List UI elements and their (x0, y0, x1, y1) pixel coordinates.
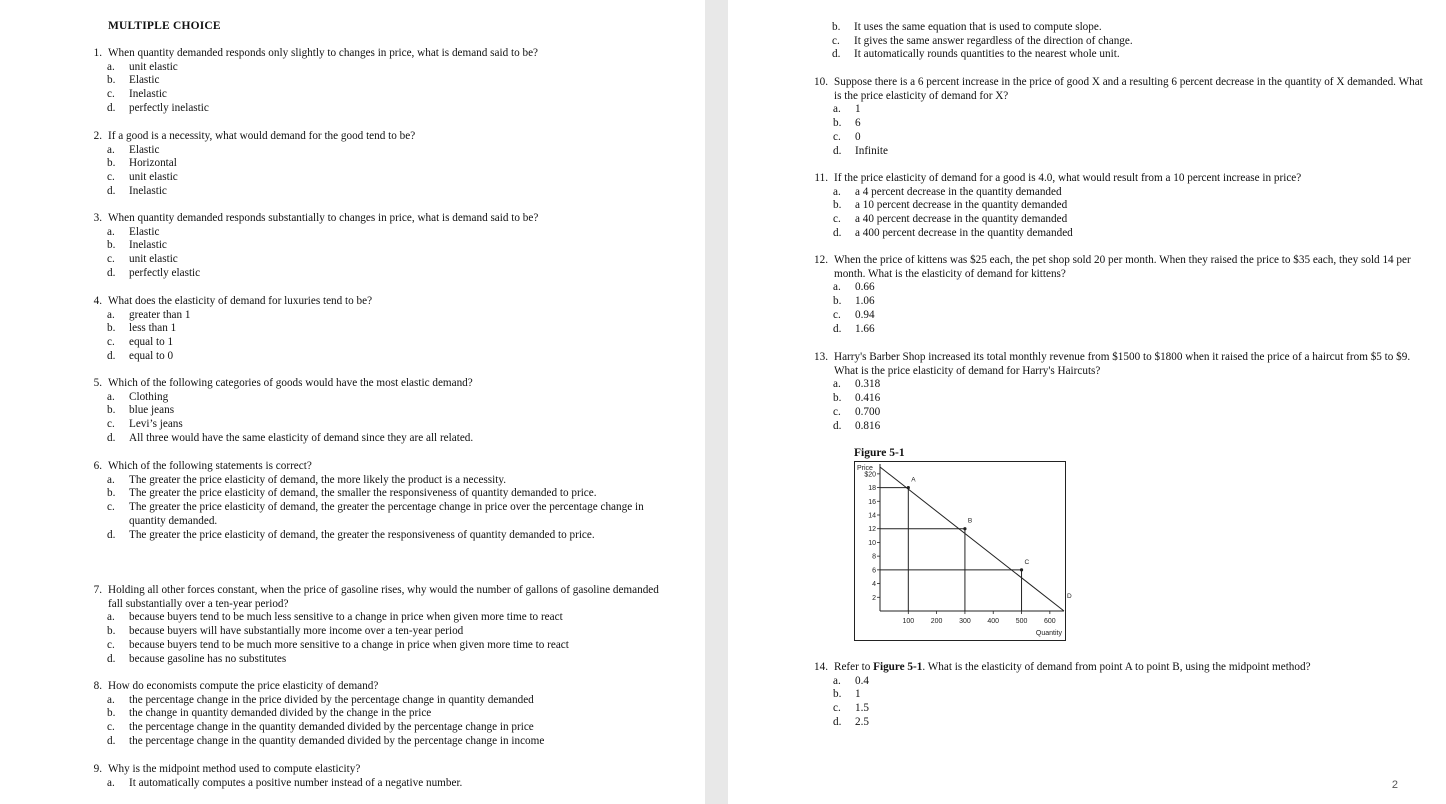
answer-option (808, 688, 1428, 702)
answer-option (808, 117, 1428, 131)
question-text: When quantity demanded responds substantially to changes in price, what is demand said to be? (108, 212, 539, 224)
option-letter: c. (833, 130, 841, 143)
option-letter: a. (107, 390, 115, 403)
option-letter: d. (833, 419, 842, 432)
question-text: What does the elasticity of demand for luxuries tend to be? (108, 295, 373, 307)
answer-option (82, 88, 662, 102)
option-letter: c. (107, 721, 115, 734)
answer-option (82, 625, 662, 639)
option-letter: b. (107, 625, 116, 638)
option-letter: a. (107, 611, 115, 624)
option-letter: b. (107, 404, 116, 417)
option-text: 2.5 (855, 715, 869, 728)
option-letter: d. (832, 48, 841, 61)
question-text: Why is the midpoint method used to compute elasticity? (108, 763, 361, 775)
question-14 (808, 661, 1428, 730)
answer-option (82, 474, 662, 488)
question-text: When quantity demanded responds only slightly to changes in price, what is demand said to be? (108, 47, 538, 59)
option-text: The greater the price elasticity of demand, the smaller the responsiveness of quantity demanded to price. (129, 487, 597, 500)
option-text: 0.416 (855, 392, 881, 405)
option-letter: c. (107, 171, 115, 184)
question-number: 13. (814, 351, 828, 363)
question-text: Harry's Barber Shop increased its total monthly revenue from $1500 to $1800 when it raised the price of a haircut from $5 to $9. What is the price elasticity of demand for Harry's Haircuts? (834, 351, 1411, 377)
document-page-right (728, 0, 1446, 804)
answer-option (82, 404, 662, 418)
option-text: 1 (855, 688, 861, 701)
y-tick-label: $20 (864, 471, 876, 479)
option-text: All three would have the same elasticity of demand since they are all related. (129, 431, 474, 444)
question-text-pre: Refer to (834, 661, 874, 673)
option-letter: b. (107, 487, 116, 500)
answer-option (808, 406, 1428, 420)
question-12 (808, 254, 1428, 336)
question-text: Which of the following categories of goods would have the most elastic demand? (108, 377, 473, 389)
option-letter: b. (107, 74, 116, 87)
answer-option (82, 74, 662, 88)
option-text: 6 (855, 117, 861, 130)
option-text: 0.816 (855, 419, 881, 432)
x-tick-label: 500 (1015, 618, 1028, 625)
document-page-left (0, 0, 705, 804)
question-number: 2. (93, 130, 102, 142)
question-number: 14. (814, 661, 828, 673)
y-axis-label: Price (857, 465, 873, 472)
question-number: 8. (93, 680, 102, 692)
option-letter: a. (833, 378, 841, 391)
answer-option (82, 171, 662, 185)
option-text: a 400 percent decrease in the quantity demanded (855, 226, 1073, 239)
question-number: 9. (93, 763, 102, 775)
option-letter: d. (107, 734, 116, 747)
y-tick-label: 8 (872, 553, 876, 561)
question-2 (82, 130, 662, 199)
option-letter: b. (107, 707, 116, 720)
point-label: C (1024, 558, 1030, 566)
question-3 (82, 212, 662, 281)
answer-option (82, 336, 662, 350)
question-number: 1. (93, 47, 102, 59)
option-text: perfectly elastic (129, 266, 201, 279)
question-13 (808, 351, 1428, 433)
answer-option (82, 226, 662, 240)
answer-option (82, 322, 662, 336)
option-text: It gives the same answer regardless of the direction of change. (854, 34, 1133, 47)
option-letter: c. (832, 34, 840, 47)
option-letter: b. (833, 199, 842, 212)
question-text: Which of the following statements is correct? (108, 460, 312, 472)
option-letter: c. (833, 702, 841, 715)
answer-option (82, 253, 662, 267)
y-tick-label: 4 (872, 581, 876, 589)
answer-option (808, 702, 1428, 716)
option-letter: c. (833, 405, 841, 418)
y-tick-label: 2 (872, 594, 876, 602)
answer-option (82, 735, 662, 749)
option-text: 0.4 (855, 674, 869, 687)
answer-option (82, 777, 662, 791)
point-label: A (911, 476, 916, 484)
section-heading: MULTIPLE CHOICE (108, 20, 221, 32)
option-text: Elastic (129, 74, 160, 87)
answer-option (82, 529, 662, 543)
answer-option (808, 675, 1428, 689)
option-letter: d. (107, 349, 116, 362)
question-text: If a good is a necessity, what would demand for the good tend to be? (108, 130, 416, 142)
option-letter: c. (833, 213, 841, 226)
option-text: 1.5 (855, 702, 869, 715)
x-tick-label: 400 (987, 618, 1000, 625)
y-tick-label: 10 (868, 539, 876, 547)
question-text (834, 661, 1428, 675)
question-5 (82, 377, 662, 446)
option-letter: d. (107, 431, 116, 444)
answer-option (82, 501, 662, 528)
option-text: 1.66 (855, 322, 875, 335)
option-letter: b. (107, 322, 116, 335)
question-number: 12. (814, 254, 828, 266)
answer-option (82, 102, 662, 116)
option-text: 1.06 (855, 295, 875, 308)
option-letter: b. (107, 157, 116, 170)
option-letter: a. (107, 143, 115, 156)
answer-option (808, 378, 1428, 392)
answer-option (82, 144, 662, 158)
option-letter: b. (832, 21, 841, 33)
option-letter: d. (833, 322, 842, 335)
option-letter: a. (107, 308, 115, 321)
option-text: 1 (855, 103, 861, 116)
answer-option (82, 653, 662, 667)
answer-option (808, 145, 1428, 159)
option-text: It automatically computes a positive number instead of a negative number. (129, 776, 463, 789)
answer-option (82, 61, 662, 75)
page-gap (705, 0, 728, 804)
answer-option (82, 350, 662, 364)
option-letter: a. (107, 60, 115, 73)
y-tick-label: 14 (868, 512, 876, 520)
option-text: 0.66 (855, 281, 875, 294)
option-letter: c. (107, 336, 115, 349)
option-text: The greater the price elasticity of demand, the greater the percentage change in price over the percentage change in quantity demanded. (129, 501, 644, 527)
question-number: 6. (93, 460, 102, 472)
answer-option (82, 694, 662, 708)
answer-option (807, 48, 1407, 62)
option-text: 0 (855, 130, 861, 143)
question-text: If the price elasticity of demand for a good is 4.0, what would result from a 10 percent increase in price? (834, 172, 1302, 184)
x-axis-label: Quantity (1035, 630, 1062, 637)
option-text: 0.700 (855, 405, 881, 418)
answer-option (82, 639, 662, 653)
answer-option (82, 611, 662, 625)
option-text: because buyers will have substantially more income over a ten-year period (129, 625, 464, 638)
option-text: unit elastic (129, 60, 178, 73)
question-1 (82, 47, 662, 116)
option-letter: d. (833, 226, 842, 239)
answer-option (808, 420, 1428, 434)
option-text: blue jeans (129, 404, 175, 417)
answer-option (82, 391, 662, 405)
option-text: It uses the same equation that is used to compute slope. (854, 21, 1102, 33)
y-tick-label: 12 (868, 526, 876, 534)
answer-option (808, 309, 1428, 323)
option-letter: a. (833, 185, 841, 198)
answer-option (808, 103, 1428, 117)
option-letter: c. (107, 253, 115, 266)
question-9-continued (807, 21, 1407, 62)
option-text: because buyers tend to be much less sensitive to a change in price when given more time to react (129, 611, 563, 624)
question-text-post: . What is the elasticity of demand from point A to point B, using the midpoint method? (922, 661, 1311, 673)
point-label: D (1067, 593, 1072, 601)
y-tick-label: 18 (868, 485, 876, 493)
option-text: It automatically rounds quantities to the nearest whole unit. (854, 48, 1120, 61)
chart-frame (855, 462, 1066, 641)
answer-option (82, 239, 662, 253)
option-text: The greater the price elasticity of demand, the greater the responsiveness of quantity demanded to price. (129, 528, 595, 541)
option-letter: c. (107, 88, 115, 101)
y-tick-label: 16 (868, 498, 876, 506)
option-letter: c. (107, 638, 115, 651)
option-text: greater than 1 (129, 308, 191, 321)
answer-option (82, 267, 662, 281)
x-tick-label: 300 (959, 618, 971, 625)
option-letter: a. (107, 225, 115, 238)
x-tick-label: 600 (1044, 618, 1056, 625)
option-text: the percentage change in the price divided by the percentage change in quantity demanded (129, 693, 534, 706)
answer-option (808, 323, 1428, 337)
question-text: Holding all other forces constant, when the price of gasoline rises, why would the number of gallons of gasoline demanded fall substantially over a ten-year period? (108, 584, 659, 610)
option-letter: a. (107, 473, 115, 486)
option-letter: d. (107, 101, 116, 114)
option-letter: d. (107, 652, 116, 665)
answer-option (808, 227, 1428, 241)
option-letter: a. (833, 103, 841, 116)
option-text: Horizontal (129, 157, 177, 170)
question-4 (82, 295, 662, 364)
option-text: less than 1 (129, 322, 177, 335)
y-tick-label: 6 (872, 567, 876, 575)
option-letter: b. (833, 688, 842, 701)
question-number: 4. (93, 295, 102, 307)
answer-option (82, 487, 662, 501)
option-text: a 40 percent decrease in the quantity demanded (855, 213, 1068, 226)
option-text: a 10 percent decrease in the quantity demanded (855, 199, 1068, 212)
answer-option (82, 185, 662, 199)
option-text: Elastic (129, 225, 160, 238)
option-text: Inelastic (129, 88, 167, 101)
question-number: 3. (93, 212, 102, 224)
option-letter: d. (107, 184, 116, 197)
option-text: Clothing (129, 390, 169, 403)
answer-option (808, 392, 1428, 406)
question-text: Suppose there is a 6 percent increase in the price of good X and a resulting 6 percent decrease in the quantity of X demanded. What is the price elasticity of demand for X? (834, 76, 1423, 102)
option-text: 0.94 (855, 308, 875, 321)
option-text: because gasoline has no substitutes (129, 652, 287, 665)
question-10 (808, 76, 1428, 158)
option-text: 0.318 (855, 378, 881, 391)
page-number: 2 (1391, 779, 1398, 791)
option-text: equal to 0 (129, 349, 174, 362)
option-text: Inelastic (129, 239, 167, 252)
option-text: the change in quantity demanded divided by the change in the price (129, 707, 432, 720)
question-number: 5. (93, 377, 102, 389)
option-letter: c. (833, 308, 841, 321)
option-letter: b. (833, 295, 842, 308)
option-text: because buyers tend to be much more sensitive to a change in price when given more time to react (129, 638, 569, 651)
answer-option (807, 21, 1407, 35)
option-text: equal to 1 (129, 336, 174, 349)
answer-option (808, 131, 1428, 145)
option-letter: a. (833, 674, 841, 687)
point-a (907, 486, 910, 489)
question-text: When the price of kittens was $25 each, the pet shop sold 20 per month. When they raised the price to $35 each, they sold 14 per month. What is the elasticity of demand for kittens? (834, 254, 1411, 280)
answer-option (808, 281, 1428, 295)
option-text: Levi’s jeans (129, 418, 183, 431)
answer-option (82, 707, 662, 721)
answer-option (807, 35, 1407, 49)
question-text: How do economists compute the price elasticity of demand? (108, 680, 379, 692)
answer-option (808, 199, 1428, 213)
option-letter: d. (833, 715, 842, 728)
option-text: Elastic (129, 143, 160, 156)
option-letter: b. (107, 239, 116, 252)
question-11 (808, 172, 1428, 241)
demand-curve-chart (854, 461, 1072, 641)
question-9 (82, 763, 662, 790)
answer-option (82, 721, 662, 735)
option-text: the percentage change in the quantity demanded divided by the percentage change in income (129, 734, 545, 747)
option-text: unit elastic (129, 171, 178, 184)
point-b (963, 527, 966, 530)
answer-option (808, 186, 1428, 200)
option-letter: d. (107, 528, 116, 541)
question-number: 10. (814, 76, 828, 88)
figure-title: Figure 5-1 (854, 447, 905, 459)
question-7 (82, 584, 662, 666)
option-letter: d. (107, 266, 116, 279)
point-c (1020, 568, 1023, 571)
answer-option (82, 432, 662, 446)
answer-option (82, 157, 662, 171)
option-letter: c. (107, 501, 115, 514)
answer-option (808, 213, 1428, 227)
question-8 (82, 680, 662, 749)
answer-option (82, 309, 662, 323)
answer-option (808, 716, 1428, 730)
option-text: the percentage change in the quantity demanded divided by the percentage change in price (129, 721, 534, 734)
question-number: 11. (814, 172, 828, 184)
option-letter: d. (833, 144, 842, 157)
figure-reference: Figure 5-1 (873, 661, 923, 673)
answer-option (808, 295, 1428, 309)
option-letter: c. (107, 418, 115, 431)
option-text: perfectly inelastic (129, 101, 209, 114)
question-number: 7. (93, 584, 102, 596)
figure-chart (854, 461, 1072, 646)
option-text: a 4 percent decrease in the quantity demanded (855, 185, 1062, 198)
option-text: The greater the price elasticity of demand, the more likely the product is a necessity. (129, 473, 507, 486)
option-letter: b. (833, 117, 842, 130)
question-6 (82, 460, 662, 542)
answer-option (82, 418, 662, 432)
option-text: Infinite (855, 144, 888, 157)
option-letter: a. (107, 693, 115, 706)
option-text: Inelastic (129, 184, 167, 197)
option-letter: a. (833, 281, 841, 294)
x-tick-label: 100 (902, 618, 915, 625)
x-tick-label: 200 (930, 618, 943, 625)
option-letter: a. (107, 776, 115, 789)
option-text: unit elastic (129, 253, 178, 266)
option-letter: b. (833, 392, 842, 405)
point-label: B (967, 517, 973, 525)
